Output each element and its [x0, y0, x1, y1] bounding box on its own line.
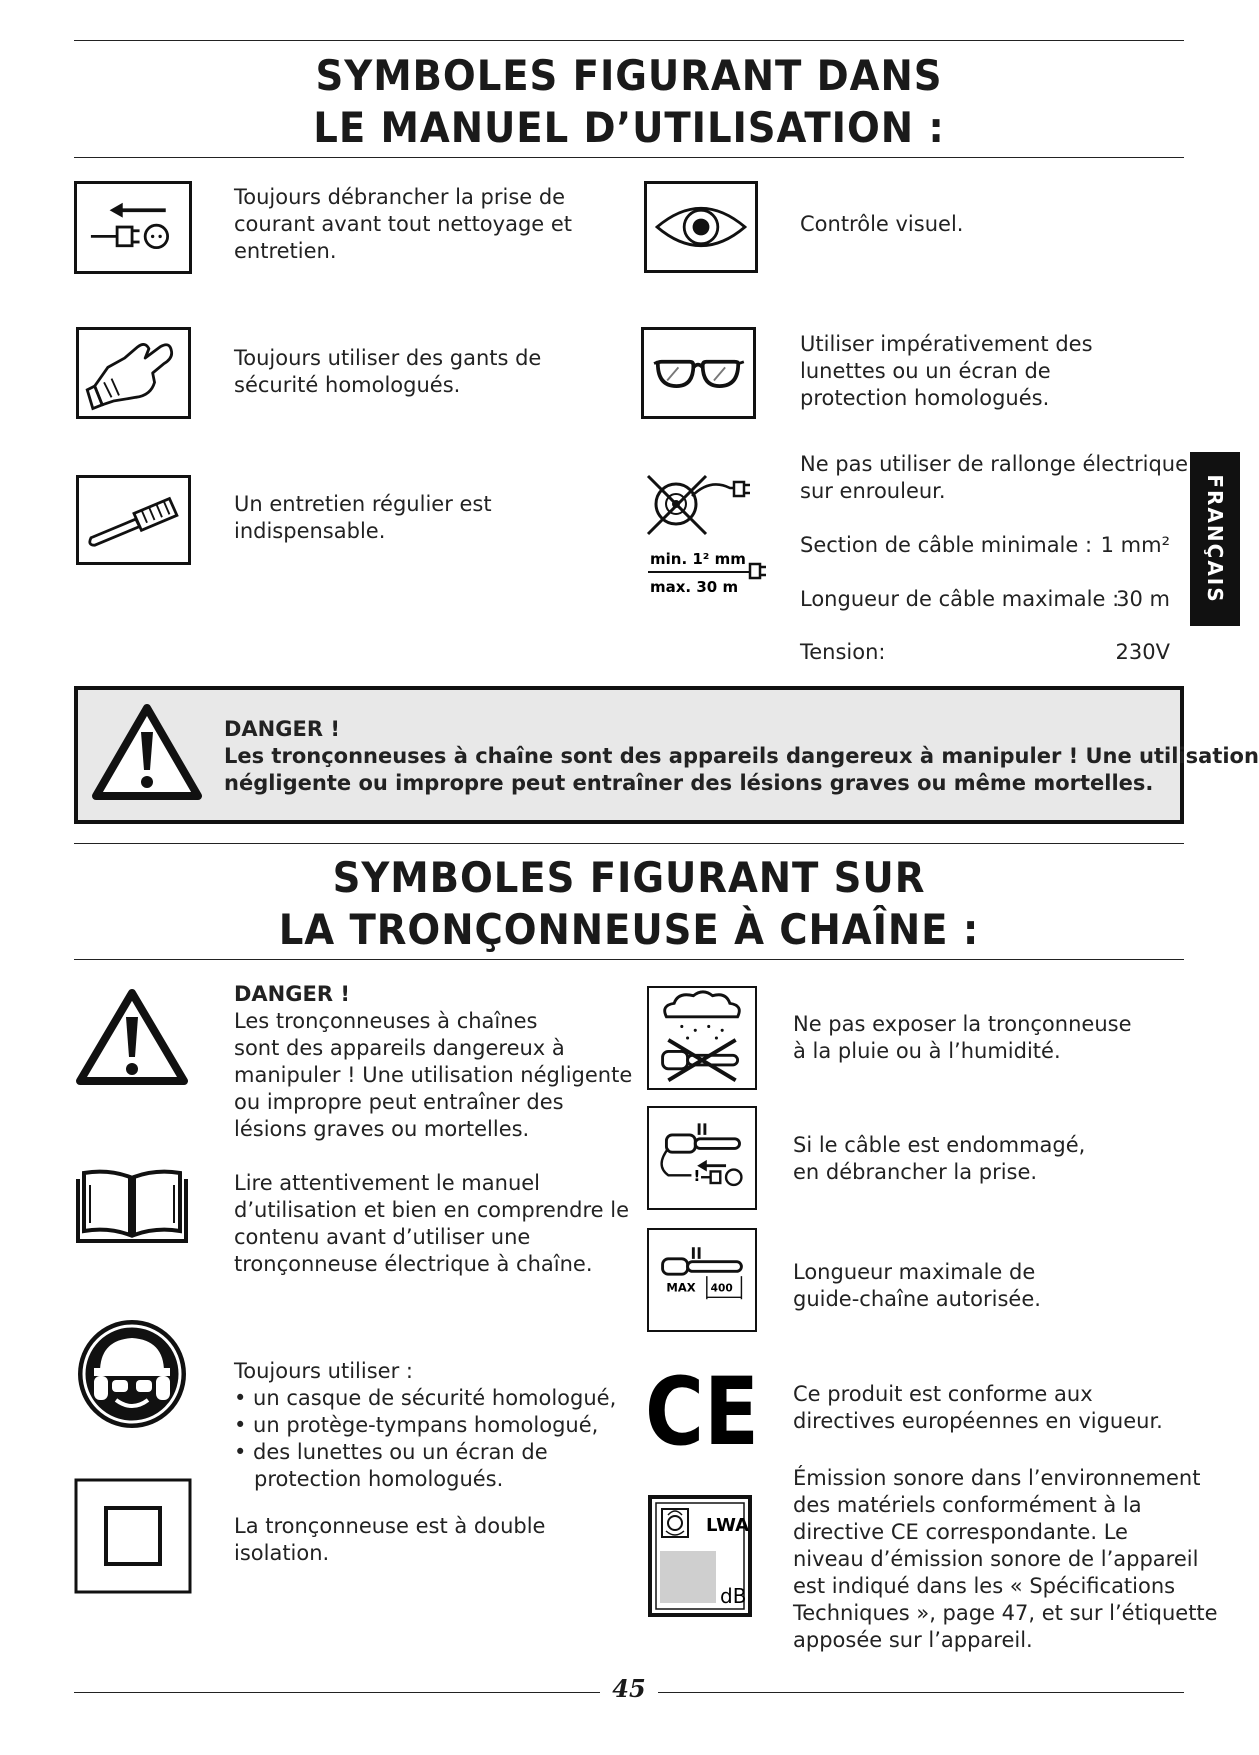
safety-glasses-icon — [641, 327, 756, 419]
noise-text: Émission sonore dans l’environnement des matériels conformément à la directive CE correspondante. Le niveau d’émission sonore de l’appareil est indiqué dans les « Spécifications Techniques », page 47, et sur l’étiquette apposée sur l’appareil. — [793, 1466, 1218, 1652]
cable-icon-max: max. 30 m — [650, 578, 739, 596]
unplug-icon — [74, 181, 192, 274]
section1-title-line1: SYMBOLES FIGURANT DANS — [315, 51, 943, 100]
danger-box-label: DANGER ! — [224, 717, 340, 741]
glove-icon — [76, 327, 191, 419]
section2-rule — [74, 959, 1184, 960]
ce-text: Ce produit est conforme aux directives européennes en vigueur. — [793, 1382, 1163, 1433]
danger-box-line1: Les tronçonneuses à chaîne sont des appareils dangereux à manipuler ! Une utilisation — [224, 744, 1259, 768]
danger-triangle-icon — [74, 985, 190, 1089]
ppe-text: Toujours utiliser : • un casque de sécurité homologué, • un protège-tympans homologué, • des lunettes ou un écran de protection homologués. — [234, 1359, 617, 1491]
damaged-cable-icon — [647, 1106, 757, 1210]
rain-text: Ne pas exposer la tronçonneuse à la pluie ou à l’humidité. — [793, 1012, 1132, 1063]
unplug-text: Toujours débrancher la prise de courant avant tout nettoyage et entretien. — [234, 185, 573, 263]
insulation-text: La tronçonneuse est à double isolation. — [234, 1514, 546, 1565]
noise-lwa: LWA — [706, 1515, 750, 1536]
cable-reel-icon — [640, 468, 780, 600]
cable-length-row: Longueur de câble maximale : 30 m — [800, 587, 1170, 611]
bar-icon-value: 400 — [710, 1282, 733, 1295]
danger-box-line2: négligente ou impropre peut entraîner des lésions graves ou même mortelles. — [224, 771, 1154, 795]
section2-top-rule — [74, 843, 1184, 844]
language-tab — [1190, 452, 1240, 626]
danger-text: DANGER ! Les tronçonneuses à chaînes sont des appareils dangereux à manipuler ! Une utilisation négligente ou impropre peut entraîner des lésions graves ou mortelles. — [234, 982, 633, 1141]
brush-icon — [76, 475, 191, 565]
top-rule — [74, 40, 1184, 41]
manual-text: Lire attentivement le manuel d’utilisation et bien en comprendre le contenu avant d’utiliser une tronçonneuse électrique à chaîne. — [234, 1171, 630, 1276]
voltage-row: Tension: 230V — [800, 640, 1170, 664]
cable-icon-min: min. 1² mm — [650, 550, 746, 568]
section2-title-line1: SYMBOLES FIGURANT SUR — [332, 853, 926, 902]
section2-title — [118, 852, 1139, 956]
cable-intro-text: Ne pas utiliser de rallonge électrique sur enrouleur. — [800, 452, 1188, 503]
glasses-text: Utiliser impérativement des lunettes ou un écran de protection homologués. — [800, 332, 1093, 410]
gloves-text: Toujours utiliser des gants de sécurité homologués. — [234, 346, 542, 397]
danger-label: DANGER ! — [234, 982, 350, 1006]
section1-rule — [74, 157, 1184, 158]
manual-book-icon — [74, 1165, 190, 1247]
damaged-text: Si le câble est endommagé, en débrancher la prise. — [793, 1133, 1086, 1184]
visual-text: Contrôle visuel. — [800, 212, 964, 236]
ppe-helmet-icon — [76, 1318, 188, 1430]
ce-mark-text: CE — [645, 1358, 759, 1467]
eye-icon — [644, 181, 758, 273]
section1-title — [118, 50, 1139, 154]
warning-triangle-icon — [90, 700, 204, 804]
noise-db: dB — [720, 1584, 747, 1608]
cable-section-row: Section de câble minimale : 1 mm² — [800, 533, 1170, 557]
noise-level-icon — [648, 1495, 752, 1617]
bar-icon-max: MAX — [666, 1280, 696, 1295]
section1-title-line2: LE MANUEL D’UTILISATION : — [313, 103, 945, 152]
maintenance-text: Un entretien régulier est indispensable. — [234, 492, 492, 543]
section2-title-line2: LA TRONÇONNEUSE À CHAÎNE : — [278, 905, 980, 954]
ce-mark-icon — [645, 1358, 761, 1467]
language-tab-label: FRANÇAIS — [1203, 474, 1227, 604]
danger-box — [74, 686, 1259, 824]
svg-text:!: ! — [693, 1167, 701, 1186]
page-number: 45 — [600, 1674, 658, 1703]
double-insulation-icon — [74, 1478, 192, 1594]
bar-length-text: Longueur maximale de guide-chaîne autorisée. — [793, 1260, 1041, 1311]
bar-length-icon — [647, 1228, 757, 1332]
rain-icon — [647, 986, 757, 1090]
